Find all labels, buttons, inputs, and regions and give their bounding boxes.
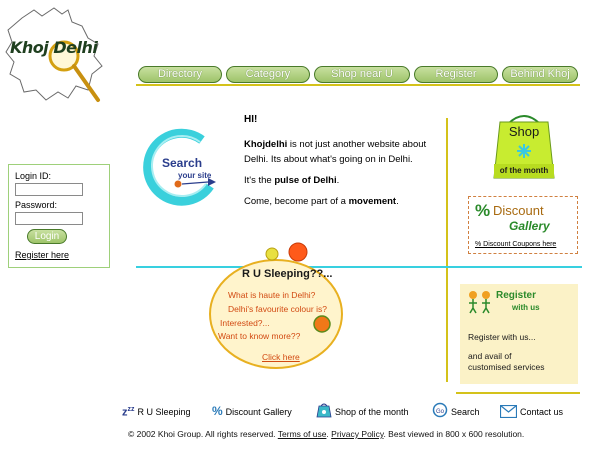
intro-line-3-pre: Come, become part of a <box>244 196 349 207</box>
password-label: Password: <box>15 200 58 210</box>
intro-line-3 <box>244 194 434 209</box>
bottom-shop-of-the-month-label: Shop of the month <box>335 407 409 417</box>
footer-separator: . <box>326 429 329 439</box>
intro-line-2-post: . <box>336 175 340 186</box>
bottom-search-link[interactable] <box>432 400 480 418</box>
intro-line-3-bold: movement <box>348 196 397 207</box>
discount-coupons-link[interactable]: % Discount Coupons here <box>475 241 557 248</box>
shopping-bag-icon <box>316 402 332 418</box>
people-icon <box>466 290 494 314</box>
login-panel <box>8 164 110 268</box>
envelope-icon <box>500 405 517 418</box>
login-id-label: Login ID: <box>15 171 52 181</box>
nav-underline <box>136 84 580 86</box>
terms-of-use-link[interactable]: Terms of use <box>277 429 327 439</box>
bottom-contact-us-label: Contact us <box>520 407 564 417</box>
bottom-search-label: Search <box>451 407 480 417</box>
shop-title: Shop <box>508 124 540 139</box>
sleeping-question-1: What is haute in Delhi? <box>228 290 316 300</box>
zzz-icon: $z^{zz}$ <box>122 406 135 419</box>
bottom-shop-of-the-month-link[interactable] <box>316 400 409 418</box>
bottom-r-u-sleeping-label: R U Sleeping <box>137 407 191 417</box>
register-with-us-box[interactable] <box>460 284 578 384</box>
search-your-site-button[interactable] <box>138 128 220 208</box>
discount-gallery-box[interactable] <box>468 196 578 254</box>
login-button[interactable]: Login <box>27 229 67 244</box>
bottom-contact-us-link[interactable] <box>500 400 563 418</box>
nav-directory-button[interactable]: Directory <box>138 66 222 83</box>
password-input[interactable] <box>15 212 83 225</box>
sleeping-question-3: Interested?... <box>220 318 270 328</box>
bottom-discount-gallery-label: Discount Gallery <box>225 407 292 417</box>
intro-line-2-pre: It's the <box>244 175 275 186</box>
footer <box>128 429 524 439</box>
intro-text <box>244 112 434 215</box>
register-body-1: Register with us... <box>468 332 536 342</box>
greeting: HI! <box>244 114 258 125</box>
intro-line-2 <box>244 173 434 188</box>
vertical-divider <box>446 118 448 382</box>
nav-register-button[interactable]: Register <box>414 66 498 83</box>
svg-text:Go: Go <box>435 409 445 415</box>
search-subtitle: your site <box>178 171 212 180</box>
sleeping-question-4: Want to know more?? <box>218 331 301 341</box>
register-body-2b: customised services <box>468 362 545 372</box>
click-here-link[interactable]: Click here <box>262 352 300 362</box>
intro-line-3-post: . <box>396 196 399 207</box>
discount-word: Discount <box>493 203 544 218</box>
search-go-icon <box>432 402 448 418</box>
nav-shop-near-u-button[interactable]: Shop near U <box>314 66 410 83</box>
bottom-navigation <box>120 400 586 420</box>
register-title: Register <box>496 290 537 301</box>
sleeping-question-2: Delhi's favourite colour is? <box>228 304 327 314</box>
r-u-sleeping-panel <box>206 240 350 370</box>
sleeping-title: R U Sleeping??... <box>242 268 333 280</box>
bottom-r-u-sleeping-link[interactable] <box>122 400 191 418</box>
horizontal-divider <box>136 266 582 268</box>
register-body-2a: and avail of <box>468 351 512 361</box>
gallery-word: Gallery <box>509 219 550 233</box>
copyright-text: © 2002 Khoi Group. All rights reserved. <box>128 429 276 439</box>
register-here-link[interactable]: Register here <box>15 250 70 260</box>
intro-line-2-bold: pulse of Delhi <box>274 175 337 186</box>
best-viewed-text: . Best viewed in 800 x 600 resolution. <box>383 429 525 439</box>
bottom-discount-gallery-link[interactable] <box>212 400 292 418</box>
khoj-delhi-logo[interactable] <box>2 4 112 106</box>
nav-behind-khoj-button[interactable]: Behind Khoj <box>502 66 578 83</box>
login-id-input[interactable] <box>15 183 83 196</box>
search-title: Search <box>162 156 203 170</box>
register-subtitle: with us <box>512 303 540 312</box>
percent-icon: % <box>212 404 223 418</box>
logo-text: Khoj Delhi <box>10 38 98 57</box>
privacy-policy-link[interactable]: Privacy Policy <box>331 429 384 439</box>
intro-line-1-rest: is not just another website about Delhi. Its about what's going on in Delhi. <box>244 139 427 165</box>
register-underline <box>456 392 580 394</box>
nav-category-button[interactable]: Category <box>226 66 310 83</box>
intro-line-1 <box>244 137 434 167</box>
brand-name: Khojdelhi <box>244 139 288 150</box>
shop-of-the-month-button[interactable] <box>488 112 560 182</box>
top-navigation <box>136 66 580 88</box>
percent-icon: % <box>475 201 491 220</box>
shop-subtitle: of the month <box>499 166 549 175</box>
